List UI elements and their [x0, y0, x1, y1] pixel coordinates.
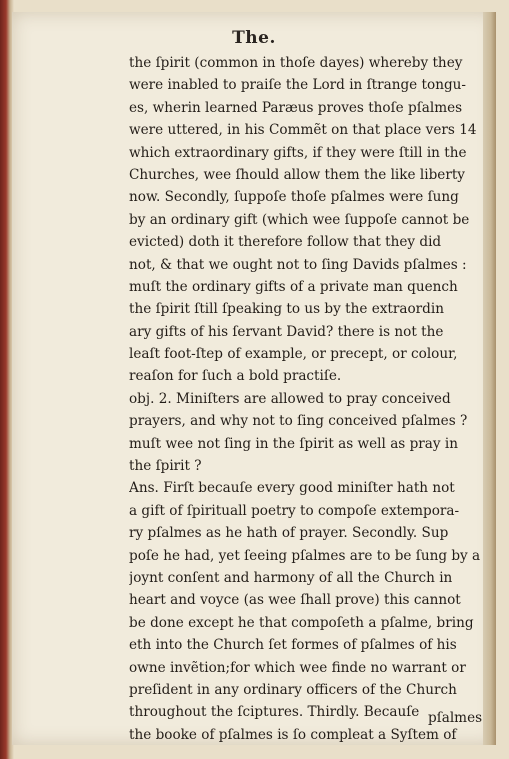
text-line: heart and voyce (as wee ſhall prove) this cannot	[129, 592, 461, 609]
text-line: the ſpirit ?	[129, 458, 202, 475]
text-line: eth into the Church ſet formes of pſalmes of his	[129, 637, 457, 654]
text-line: Ans. Firſt becauſe every good miniſter hath not	[129, 480, 455, 497]
text-line: poſe he had, yet ſeeing pſalmes are to be ſung by a	[129, 547, 481, 564]
book-page	[12, 12, 496, 745]
catchword: pſalmes	[428, 710, 483, 726]
text-line: Churches, wee ſhould allow them the like liberty	[129, 166, 465, 183]
text-line: by an ordinary gift (which wee ſuppoſe cannot be	[129, 211, 470, 228]
text-line: reaſon for ſuch a bold practiſe.	[129, 368, 342, 385]
page-gutter-edge	[483, 12, 496, 745]
text-line: which extraordinary gifts, if they were ſtill in the	[129, 144, 467, 161]
text-line: the ſpirit (common in thoſe dayes) whereby they	[129, 55, 463, 71]
text-line: prayers, and why not to ſing conceived pſalmes ?	[129, 413, 468, 430]
text-line: be done except he that compoſeth a pſalme, bring	[129, 614, 474, 631]
text-line: es, wherin learned Paræus proves thoſe pſalmes	[129, 99, 463, 116]
text-line: ry pſalmes as he hath of prayer. Secondly. Sup	[129, 525, 449, 542]
text-line: were inabled to praiſe the Lord in ſtrange tongu-	[129, 77, 466, 94]
text-line: joynt conſent and harmony of all the Church in	[129, 569, 453, 586]
text-line: muſt wee not ſing in the ſpirit as well as pray in	[129, 435, 459, 452]
text-line: now. Secondly, ſuppoſe thoſe pſalmes were ſung	[129, 189, 459, 206]
page-text-block	[129, 52, 481, 746]
text-line: leaſt foot-ſtep of example, or precept, or colour,	[129, 346, 458, 363]
text-line: muſt the ordinary gifts of a private man quench	[129, 278, 458, 295]
text-line: the ſpirit ſtill ſpeaking to us by the extraordin	[129, 301, 444, 318]
text-line: were uttered, in his Commẽt on that place vers 14	[129, 122, 477, 139]
text-line: not, & that we ought not to ſing Davids pſalmes :	[129, 256, 467, 273]
text-line: owne invẽtion;for which wee finde no warrant or	[129, 659, 466, 676]
text-line: the booke of pſalmes is ſo compleat a Syſtem of	[129, 726, 457, 743]
running-title: The.	[232, 28, 276, 48]
text-line: preſident in any ordinary officers of the Church	[129, 681, 457, 698]
text-line: ary gifts of his ſervant David? there is not the	[129, 323, 444, 340]
text-line: evicted) doth it therefore follow that they did	[129, 234, 442, 251]
text-line: throughout the ſciptures. Thirdly. Becauſe	[129, 704, 420, 721]
text-line: obj. 2. Miniſters are allowed to pray conceived	[129, 390, 451, 407]
text-line: a gift of ſpirituall poetry to compoſe extempora-	[129, 502, 460, 519]
